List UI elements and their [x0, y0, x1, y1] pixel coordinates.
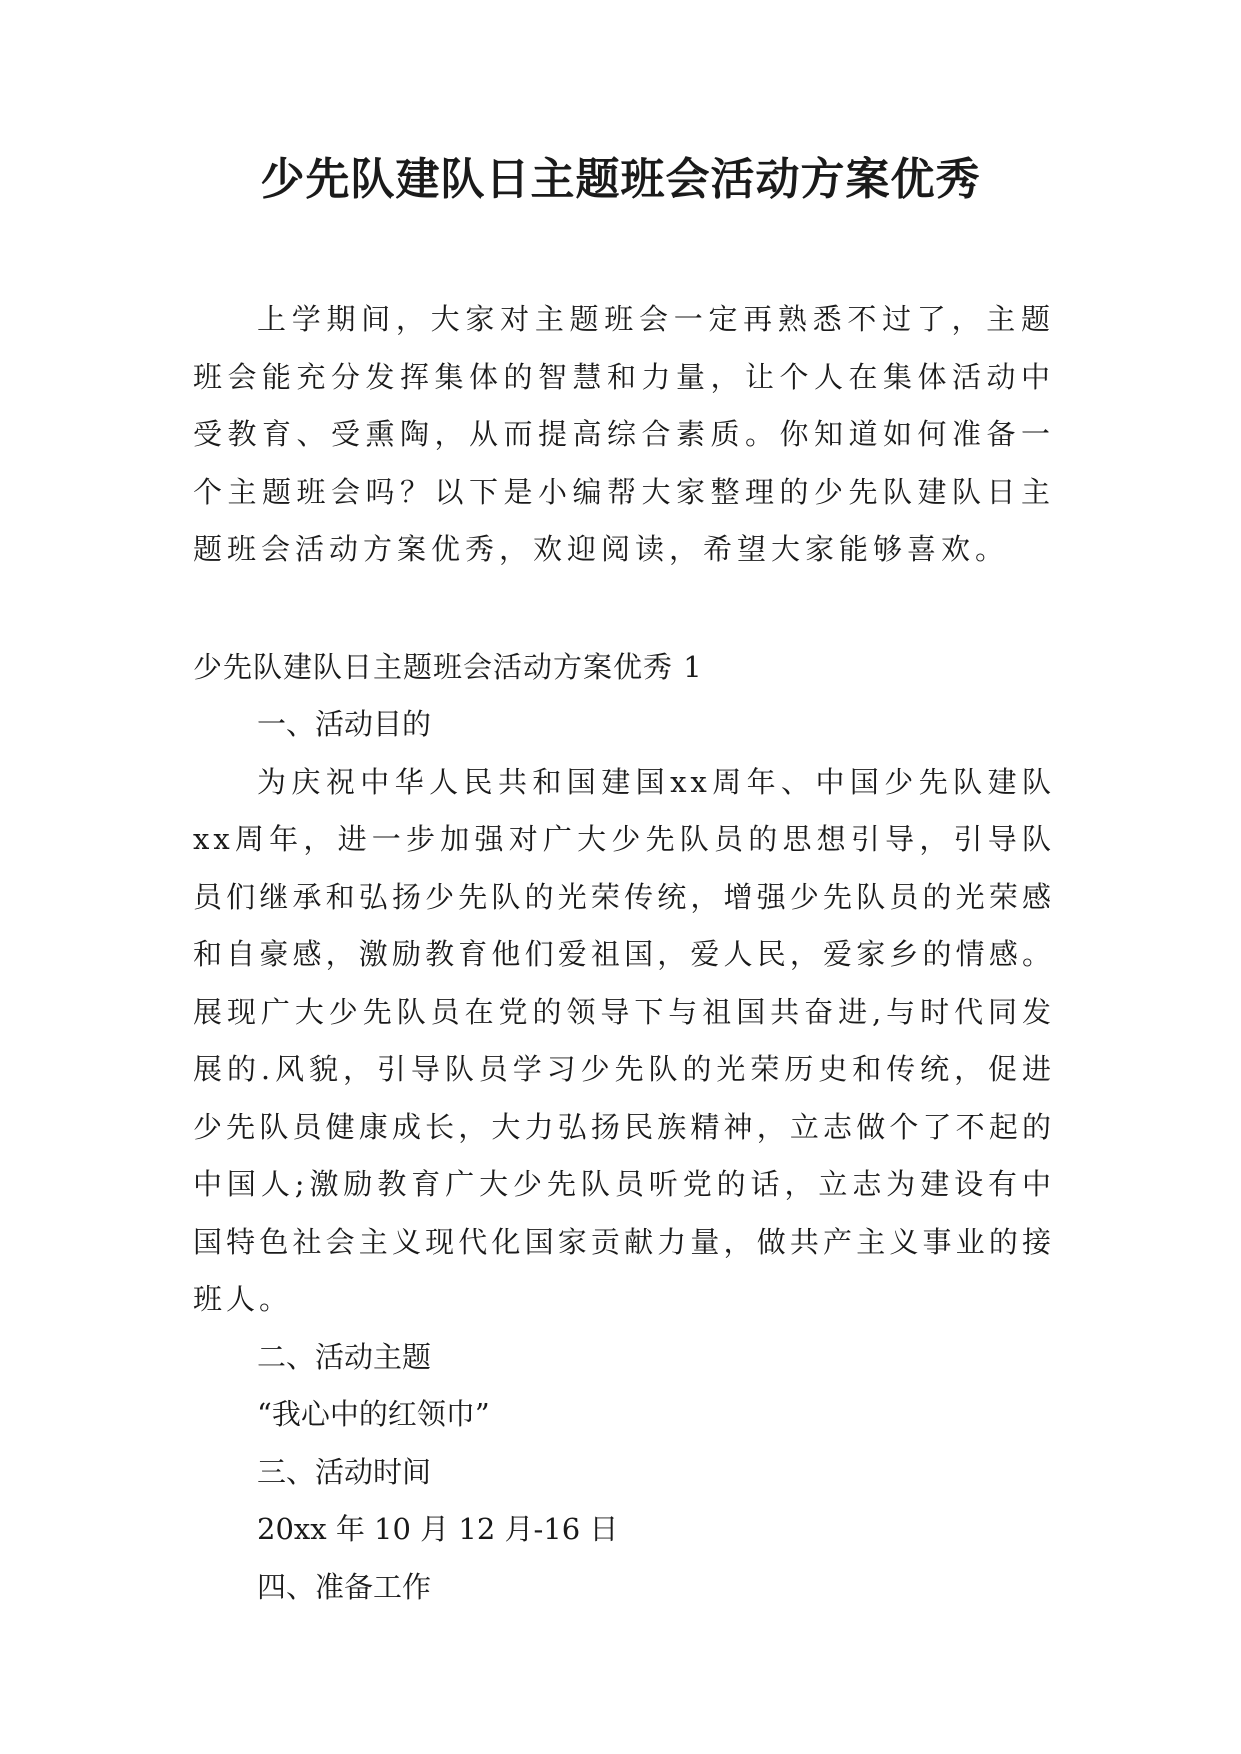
heading-preparation: 四、准备工作	[257, 1569, 432, 1604]
heading-activity-theme: 二、活动主题	[257, 1339, 432, 1374]
heading-activity-time: 三、活动时间	[257, 1454, 432, 1489]
heading-activity-purpose: 一、活动目的	[257, 707, 432, 741]
activity-theme-text: “我心中的红领巾”	[257, 1397, 490, 1431]
intro-paragraph: 上学期间，大家对主题班会一定再熟悉不过了，主题班会能充分发挥集体的智慧和力量，让个人在集体活动中受教育、受熏陶，从而提高综合素质。你知道如何准备一个主题班会吗？以下是小编帮大家整理的少先队建队日主题班会活动方案优秀，欢迎阅读，希望大家能够喜欢。	[193, 302, 1055, 566]
paragraph-activity-purpose: 为庆祝中华人民共和国建国xx周年、中国少先队建队xx周年，进一步加强对广大少先队员的思想引导，引导队员们继承和弘扬少先队的光荣传统，增强少先队员的光荣感和自豪感，激励教育他们爱祖国，爱人民，爱家乡的情感。展现广大少先队员在党的领导下与祖国共奋进,与时代同发展的.风貌，引导队员学习少先队的光荣历史和传统，促进少先队员健康成长，大力弘扬民族精神，立志做个了不起的中国人;激励教育广大少先队员听党的话，立志为建设有中国特色社会主义现代化国家贡献力量，做共产主义事业的接班人。	[193, 764, 1055, 1316]
document-title: 少先队建队日主题班会活动方案优秀	[260, 154, 981, 205]
document-content	[193, 696, 1055, 1616]
section-title: 少先队建队日主题班会活动方案优秀 1	[193, 650, 703, 684]
activity-time-text: 20xx 年 10 月 12 月-16 日	[257, 1512, 619, 1546]
